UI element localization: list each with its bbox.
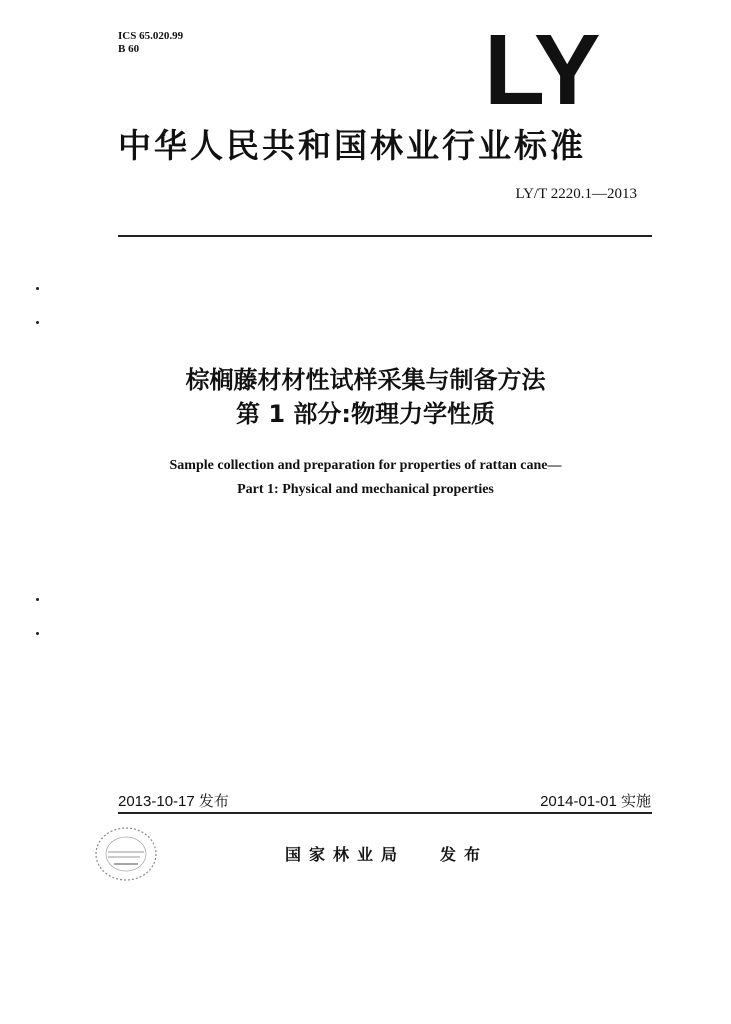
- issuing-authority: 国家林业局: [285, 845, 406, 864]
- scan-dot: [36, 598, 39, 601]
- document-title-en-line1: Sample collection and preparation for properties of rattan cane—: [169, 458, 562, 473]
- issue-label: 发布: [440, 845, 489, 864]
- document-title-en-line2: Part 1: Physical and mechanical properties: [237, 482, 494, 497]
- document-title-cn-line2: 第 1 部分:物理力学性质: [235, 400, 495, 428]
- ccs-code: B 60: [118, 43, 140, 55]
- publisher-seal: [94, 826, 158, 882]
- scan-dot: [36, 632, 39, 635]
- scan-dot: [36, 321, 39, 324]
- document-title-cn-line1: 棕榈藤材材性试样采集与制备方法: [185, 366, 546, 394]
- ics-code: ICS 65.020.99: [118, 30, 184, 42]
- implement-date: 2014-01-01 实施: [540, 793, 651, 810]
- standard-number: LY/T 2220.1—2013: [515, 186, 637, 202]
- ly-logo: LY: [484, 14, 599, 126]
- standard-category-title: 中华人民共和国林业行业标准: [118, 126, 586, 165]
- publish-date: 2013-10-17 发布: [118, 793, 229, 810]
- footer-divider: [118, 812, 652, 814]
- header-divider: [118, 235, 652, 237]
- scan-dot: [36, 287, 39, 290]
- classification-codes: [118, 30, 183, 56]
